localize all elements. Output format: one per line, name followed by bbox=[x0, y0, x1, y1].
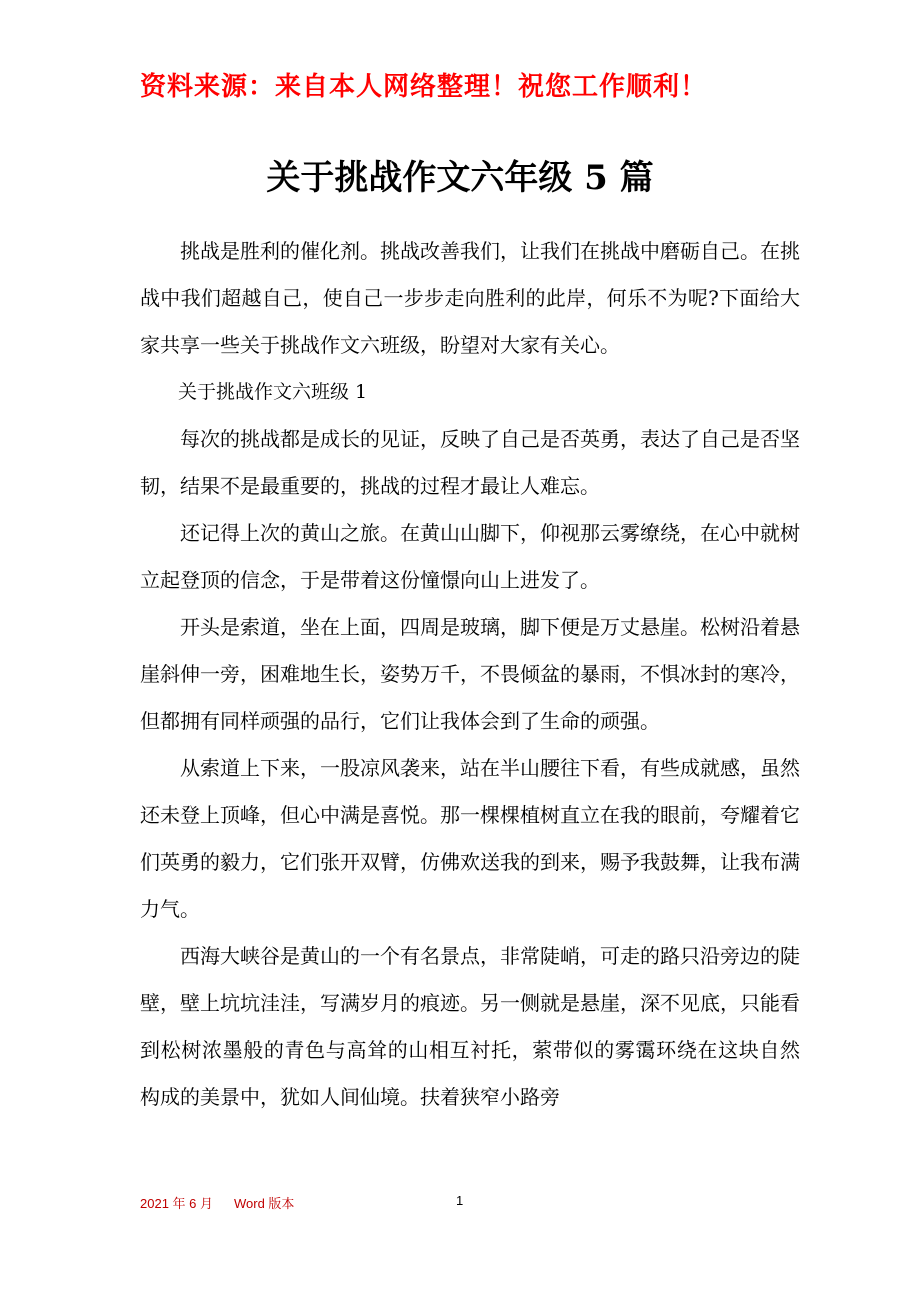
page-number: 1 bbox=[456, 1193, 464, 1208]
body-paragraph: 每次的挑战都是成长的见证，反映了自己是否英勇，表达了自己是否坚韧，结果不是最重要的，挑战的过程才最让人难忘。 bbox=[140, 427, 800, 498]
body-paragraph: 还记得上次的黄山之旅。在黄山山脚下，仰视那云雾缭绕，在心中就树立起登顶的信念，于是带着这份憧憬向山上进发了。 bbox=[140, 521, 800, 592]
article-body bbox=[140, 228, 820, 1121]
body-paragraph: 开头是索道，坐在上面，四周是玻璃，脚下便是万丈悬崖。松树沿着悬崖斜伸一旁，困难地生长，姿势万千，不畏倾盆的暴雨，不惧冰封的寒冷，但都拥有同样顽强的品行，它们让我体会到了生命的顽强。 bbox=[140, 615, 800, 733]
footer-version: Word 版本 bbox=[234, 1196, 295, 1211]
source-note: 资料来源：来自本人网络整理！祝您工作顺利！ bbox=[140, 72, 708, 102]
intro-paragraph: 挑战是胜利的催化剂。挑战改善我们，让我们在挑战中磨砺自己。在挑战中我们超越自己，使自己一步步走向胜利的此岸，何乐不为呢?下面给大家共享一些关于挑战作文六班级，盼望对大家有关心。 bbox=[140, 239, 800, 357]
document-title: 关于挑战作文六年级 5 篇 bbox=[266, 158, 654, 198]
section-heading: 关于挑战作文六班级 1 bbox=[178, 381, 368, 403]
body-paragraph: 从索道上下来，一股凉风袭来，站在半山腰往下看，有些成就感，虽然还未登上顶峰，但心中满是喜悦。那一棵棵植树直立在我的眼前，夸耀着它们英勇的毅力，它们张开双臂，仿佛欢送我的到来，赐予我鼓舞，让我布满力气。 bbox=[140, 756, 800, 921]
footer-date: 2021 年 6 月 bbox=[140, 1196, 213, 1211]
body-paragraph: 西海大峡谷是黄山的一个有名景点，非常陡峭，可走的路只沿旁边的陡壁，壁上坑坑洼洼，写满岁月的痕迹。另一侧就是悬崖，深不见底，只能看到松树浓墨般的青色与高耸的山相互衬托，萦带似的雾霭环绕在这块自然 构成的美景中，犹如人间仙境。扶着狭窄小路旁 bbox=[140, 944, 820, 1109]
